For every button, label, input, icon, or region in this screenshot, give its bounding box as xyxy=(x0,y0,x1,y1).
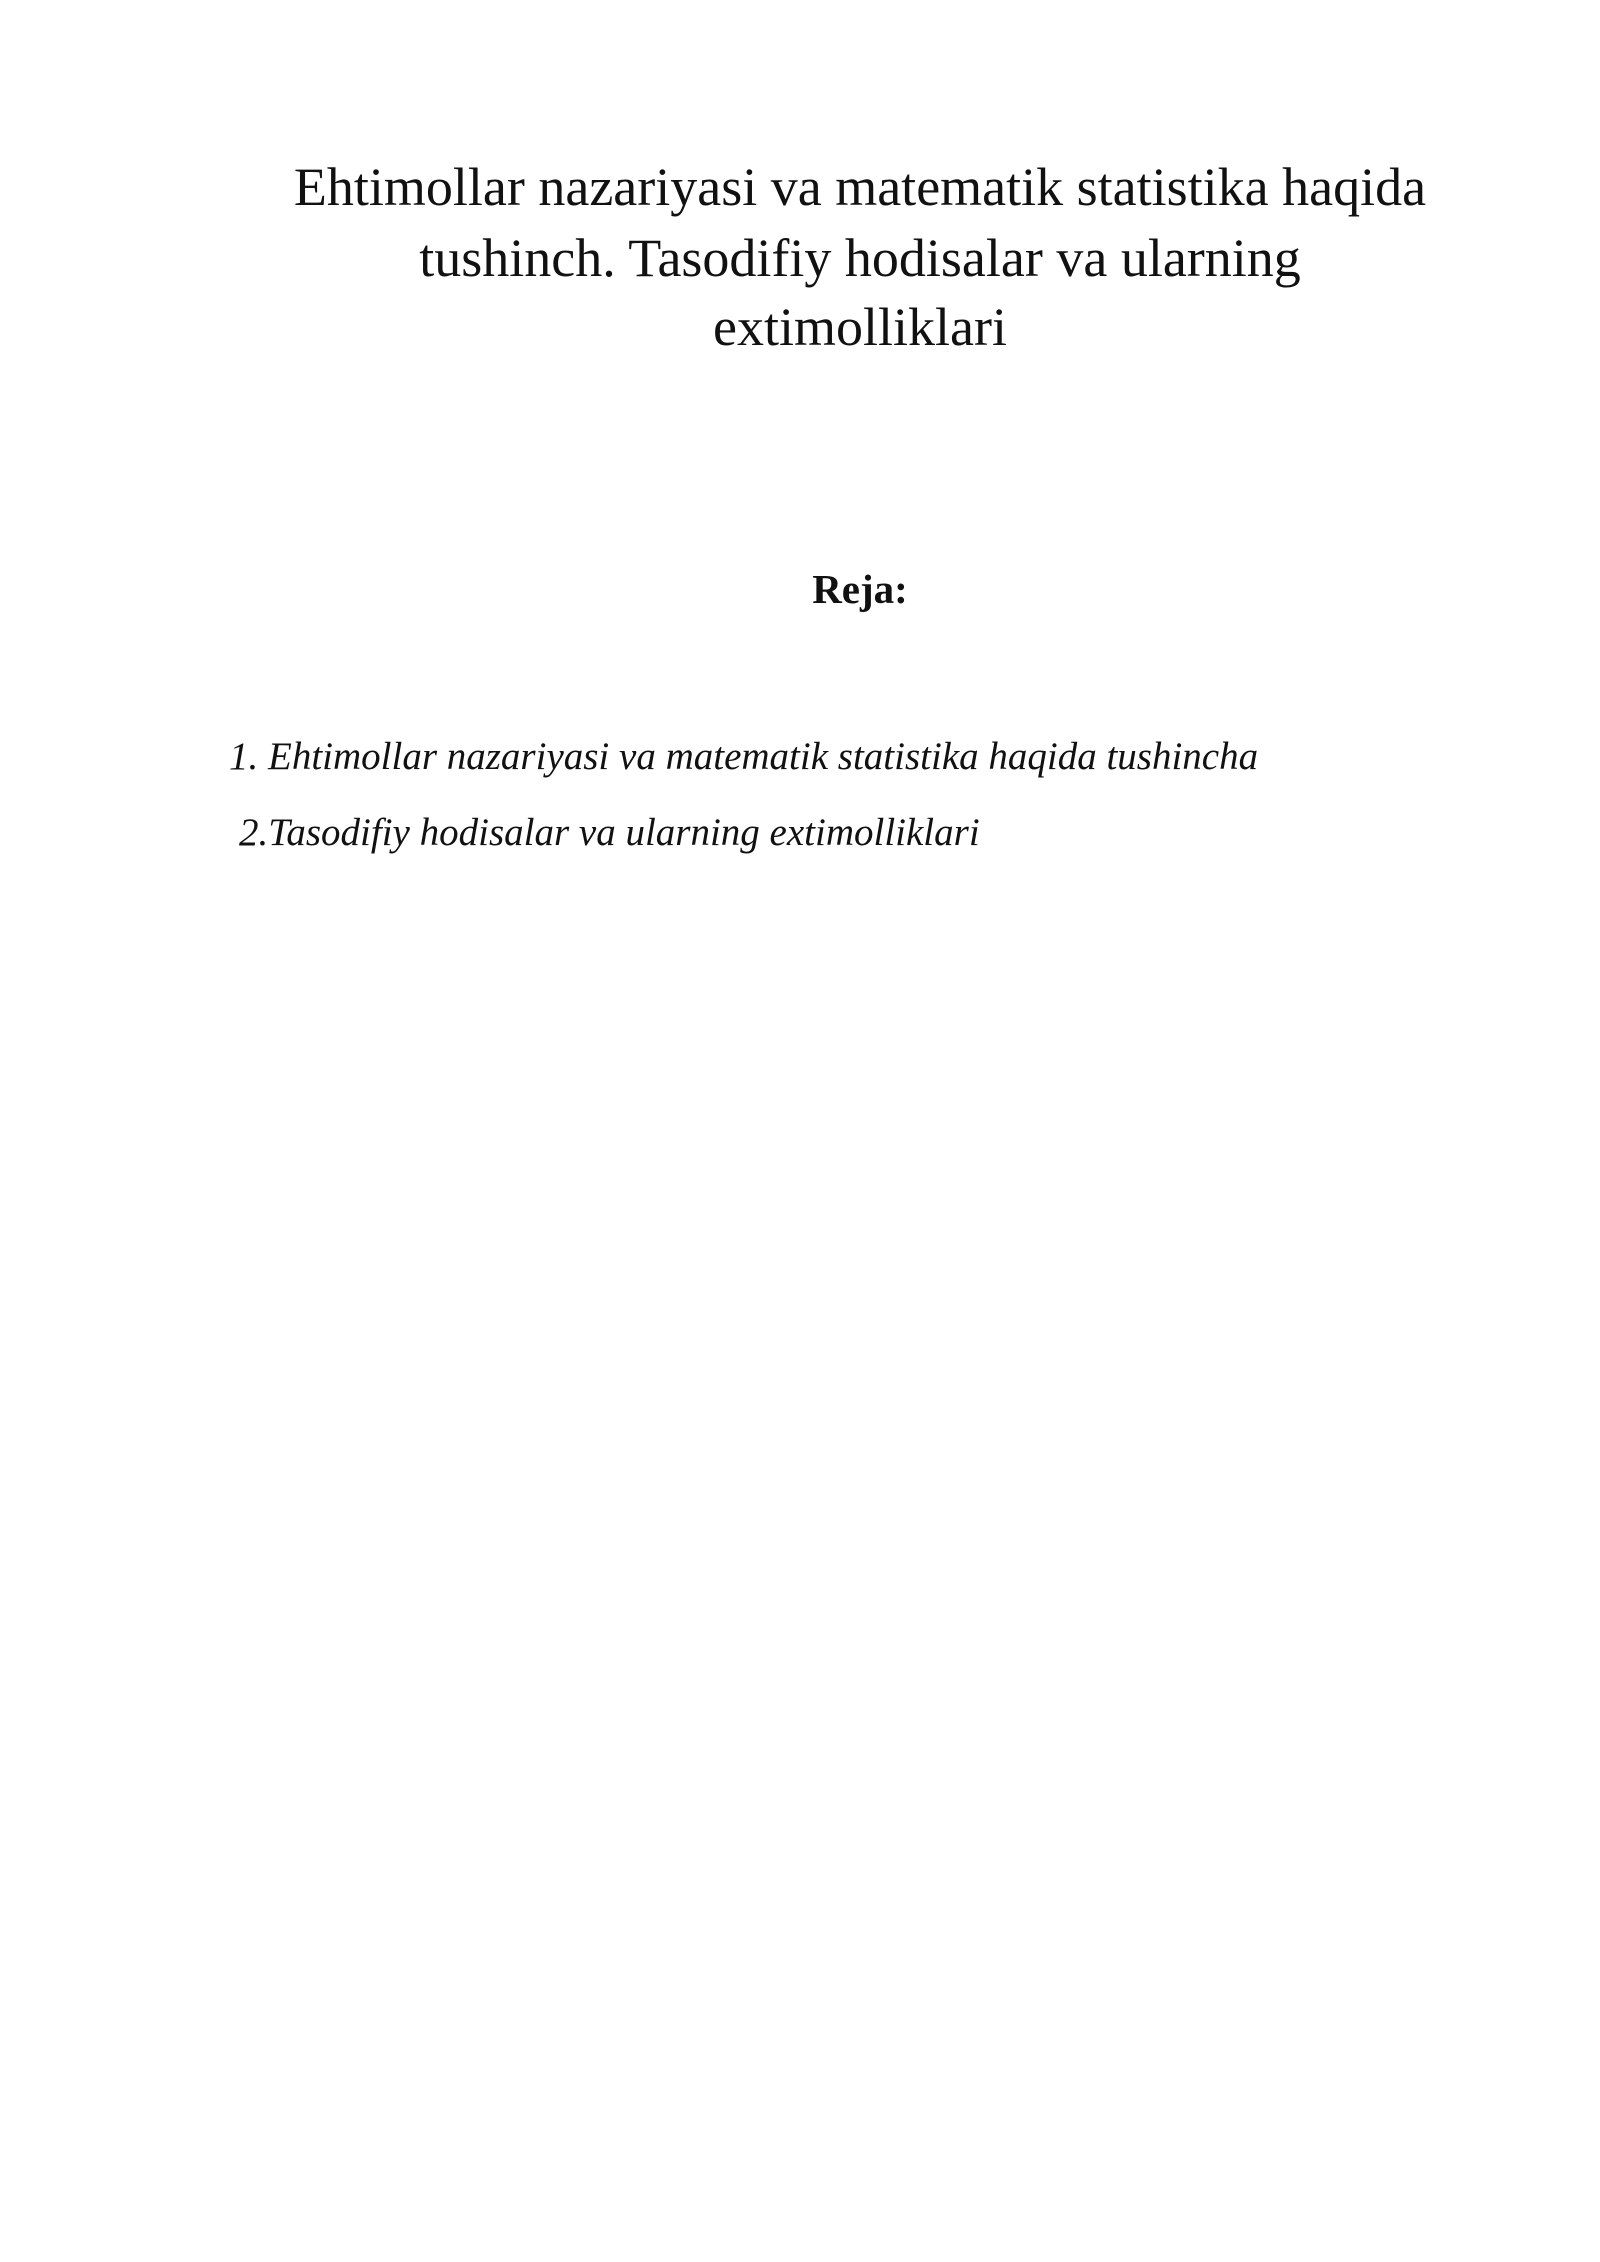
document-title-line-1: Ehtimollar nazariyasi va matematik statistika haqida xyxy=(293,157,1427,217)
plan-item-2: 2.Tasodifiy hodisalar va ularning extimolliklari xyxy=(239,811,980,854)
plan-heading: Reja: xyxy=(812,566,908,612)
document-title-line-3: extimolliklari xyxy=(713,297,1007,357)
plan-item-1: 1. Ehtimollar nazariyasi va matematik statistika haqida tushincha xyxy=(229,735,1259,778)
document-title-line-2: tushinch. Tasodifiy hodisalar va ularning xyxy=(419,228,1301,288)
